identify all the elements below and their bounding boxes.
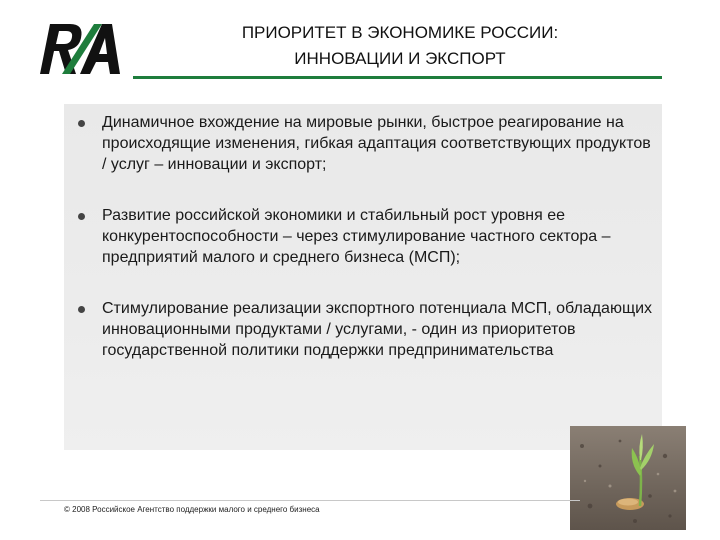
footer-copyright: © 2008 Российское Агентство поддержки малого и среднего бизнеса xyxy=(64,505,320,514)
ra-logo xyxy=(36,18,124,78)
seedling-photo-icon xyxy=(570,426,686,530)
bullet-icon xyxy=(78,213,85,220)
bullet-list xyxy=(64,112,662,391)
bullet-text: Стимулирование реализации экспортного потенциала МСП, обладающих инновационными продуктами / услугами, - один из приоритетов государственной политики поддержки предпринимательства xyxy=(102,300,653,359)
bullet-icon xyxy=(78,306,85,313)
bullet-icon xyxy=(78,120,85,127)
ra-logo-icon xyxy=(36,18,124,78)
bullet-item xyxy=(64,298,662,361)
footer-divider xyxy=(40,500,580,501)
bullet-text: Развитие российской экономики и стабильный рост уровня ее конкурентоспособности – через стимулирование частного сектора – предприятий малого и среднего бизнеса (МСП); xyxy=(102,207,611,266)
title-line-1: ПРИОРИТЕТ В ЭКОНОМИКЕ РОССИИ: xyxy=(241,23,559,42)
bullet-text: Динамичное вхождение на мировые рынки, быстрое реагирование на происходящие изменения, гибкая адаптация соответствующих продуктов / услуг – инновации и экспорт; xyxy=(102,114,651,173)
title-underline xyxy=(133,76,662,79)
page-title xyxy=(150,20,650,72)
seedling-photo xyxy=(570,426,686,530)
title-line-2: ИННОВАЦИИ И ЭКСПОРТ xyxy=(294,49,506,68)
bullet-item xyxy=(64,205,662,268)
bullet-item xyxy=(64,112,662,175)
